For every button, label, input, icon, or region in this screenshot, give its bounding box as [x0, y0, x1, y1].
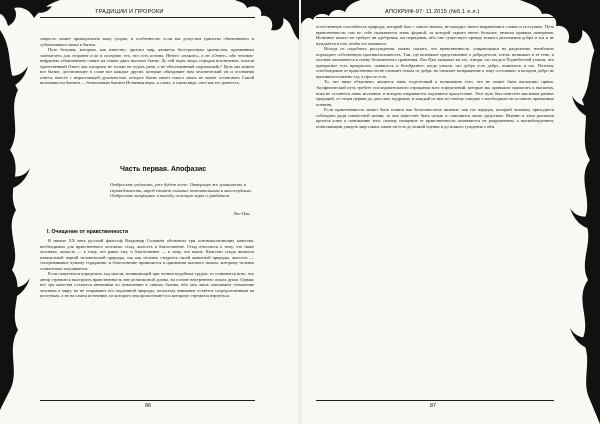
paragraph: естественную способность природы, который был с самого начала, не находил своего выражения в словах и поступках. Путь нравственности сам по себе оказывается лишь формой, за которой скрыто нечто большее, нежели правила поведения. Истинное начало не требует ни одобрения, ни порицания, ибо оно существует прежде всякого различения добра и зла и не нуждается в том, чтобы его называли. — [316, 24, 554, 46]
subsection-title: I. Очищение от нравственности — [47, 229, 129, 235]
left-page-number: 86 — [145, 403, 151, 409]
left-running-head: ТРАДИЦИИ И ПРОРОКИ — [95, 9, 164, 15]
paragraph: То, что ниже объяснено, является лишь подготовкой к пониманию того, что не может быть высказано прямо. Апофатический путь требует последовательного отрицания всех определений, которые мы привыкли прилагать к высшему, пока не останется лишь молчание, в котором открывается подлинное присутствие. Этот путь был известен мистикам разных традиций, от отцов церкви до даосских мудрецов, и каждый из них по-своему говорил о необходимости оставить привычные понятия. — [316, 79, 554, 107]
left-footer-rule — [40, 400, 255, 401]
right-body-text — [316, 24, 554, 396]
right-page-number: 87 — [430, 403, 436, 409]
paragraph: запросто может принадлежать кому угодно, в особенности, если мы допустим единство объективного и субъективного начал в бытии. — [40, 36, 254, 47]
paragraph: Путь безумия, которым, как известно, прошел мир, является бесстрастным хронистом, призванным запечатлеть для сторонне и ко в соседние, тех, что есть истина. Нечего «этакого», а не «Ответ», ибо человек-нефранекс обыкновенно ставит на семью дают высокое бытие. До той поры люди, породив исключение, искали единственный Ответ, как алгоритм не только не отдать рано, а не обоснованный «идеальный»? Цель мы можем все бытие, достигающее в слове вот каждые другие, которые объединяет нам человеческий ум и осознания ответа, вместе с вырастающей духовностью, которое бытие имеет смысл своих не может остановить Самой возможности бытием — безмолвным бытием Истинная веры, и слово, в таком виде, свет как его ценность. — [40, 47, 254, 86]
epigraph-author: Лао-Цзы — [233, 211, 250, 216]
left-intro-text — [40, 36, 254, 162]
right-header-rule — [316, 17, 554, 18]
left-body-text — [40, 238, 254, 396]
right-running-head: АПОКРИФ-97: 11.2015 (№5.1 е.л.) — [385, 9, 480, 15]
paragraph: Если нравственность может быть понята как безличностное явление, как тот порядок, который человеку приходится соблюдать ради совместной жизни, то она перестаёт быть целью и становится лишь средством. Именно в этом различии кроется ключ к пониманию того, почему очищение от нравственности оказывается не разрушением, а высвобождением, позволяющим увидеть мир таким, каков он есть до всякой оценки и до всякого суждения о нём. — [316, 107, 554, 129]
paragraph: Если попытаться определить ход мысли, возникающей при чтении подобных трудов, то становится ясно, что автор стремится выстроить нравственность вне религиозной догмы, на основе внутреннего опыта души. Однако все три качества остаются внешними по отношению к самому бытию, ибо они лишь описывают отношение человека к миру, но не открывают его подлинной природы, поскольку внимание остаётся сосредоточенным на поступках, а не на самом источнике, из которого они проистекают и к которому стремятся вернуться. — [40, 271, 254, 299]
epigraph: Отбросьте учёность, уже будет легче. Отвергнув же гуманность и справедливость, народ станет сыновне почтительным и милосердным. Отбросьте хитроумие и выгоду, исчезнут воры и грабители. — [110, 182, 252, 199]
paragraph: В начале XX века русский философ Владимир Соловьёв обозначил три основополагающих качества, необходимых для нравственного человека: стыд, жалость и благоговение. Стыд относится к тому, что ниже человека, жалость — к тому, что равно ему, и благоговение — к тому, что выше. Качество стыда является изначальной чертой человеческой природы, так как человек стыдится своей животной природы, жалость — сопереживание чужому страданию, и благоговение проявляется в признании высшего начала, которому человек сознательно подчиняется. — [40, 238, 254, 271]
right-footer-rule — [316, 400, 554, 401]
section-title: Часть первая. Апофазис — [120, 166, 207, 173]
left-header-rule — [40, 17, 255, 18]
paragraph: Исходя из подобного рассуждения, можно сказать, что нравственность, опирающаяся на разделение, неизбежно порождает собственную противоположность. Там, где возникает представление о добродетели, тотчас возникает и её тень, и человек оказывается в плену бесконечного сравнения. Лао-Цзы указывал на это, говоря, что когда в Поднебесной узнали, что прекрасное есть прекрасное, появилось и безобразное; когда узнали, что добро есть добро, появилось и зло. Поэтому освобождение от нравственности не означает отказа от добра, но означает возвращение к тому состоянию, в котором добро не противопоставлено злу, а просто есть. — [316, 46, 554, 79]
